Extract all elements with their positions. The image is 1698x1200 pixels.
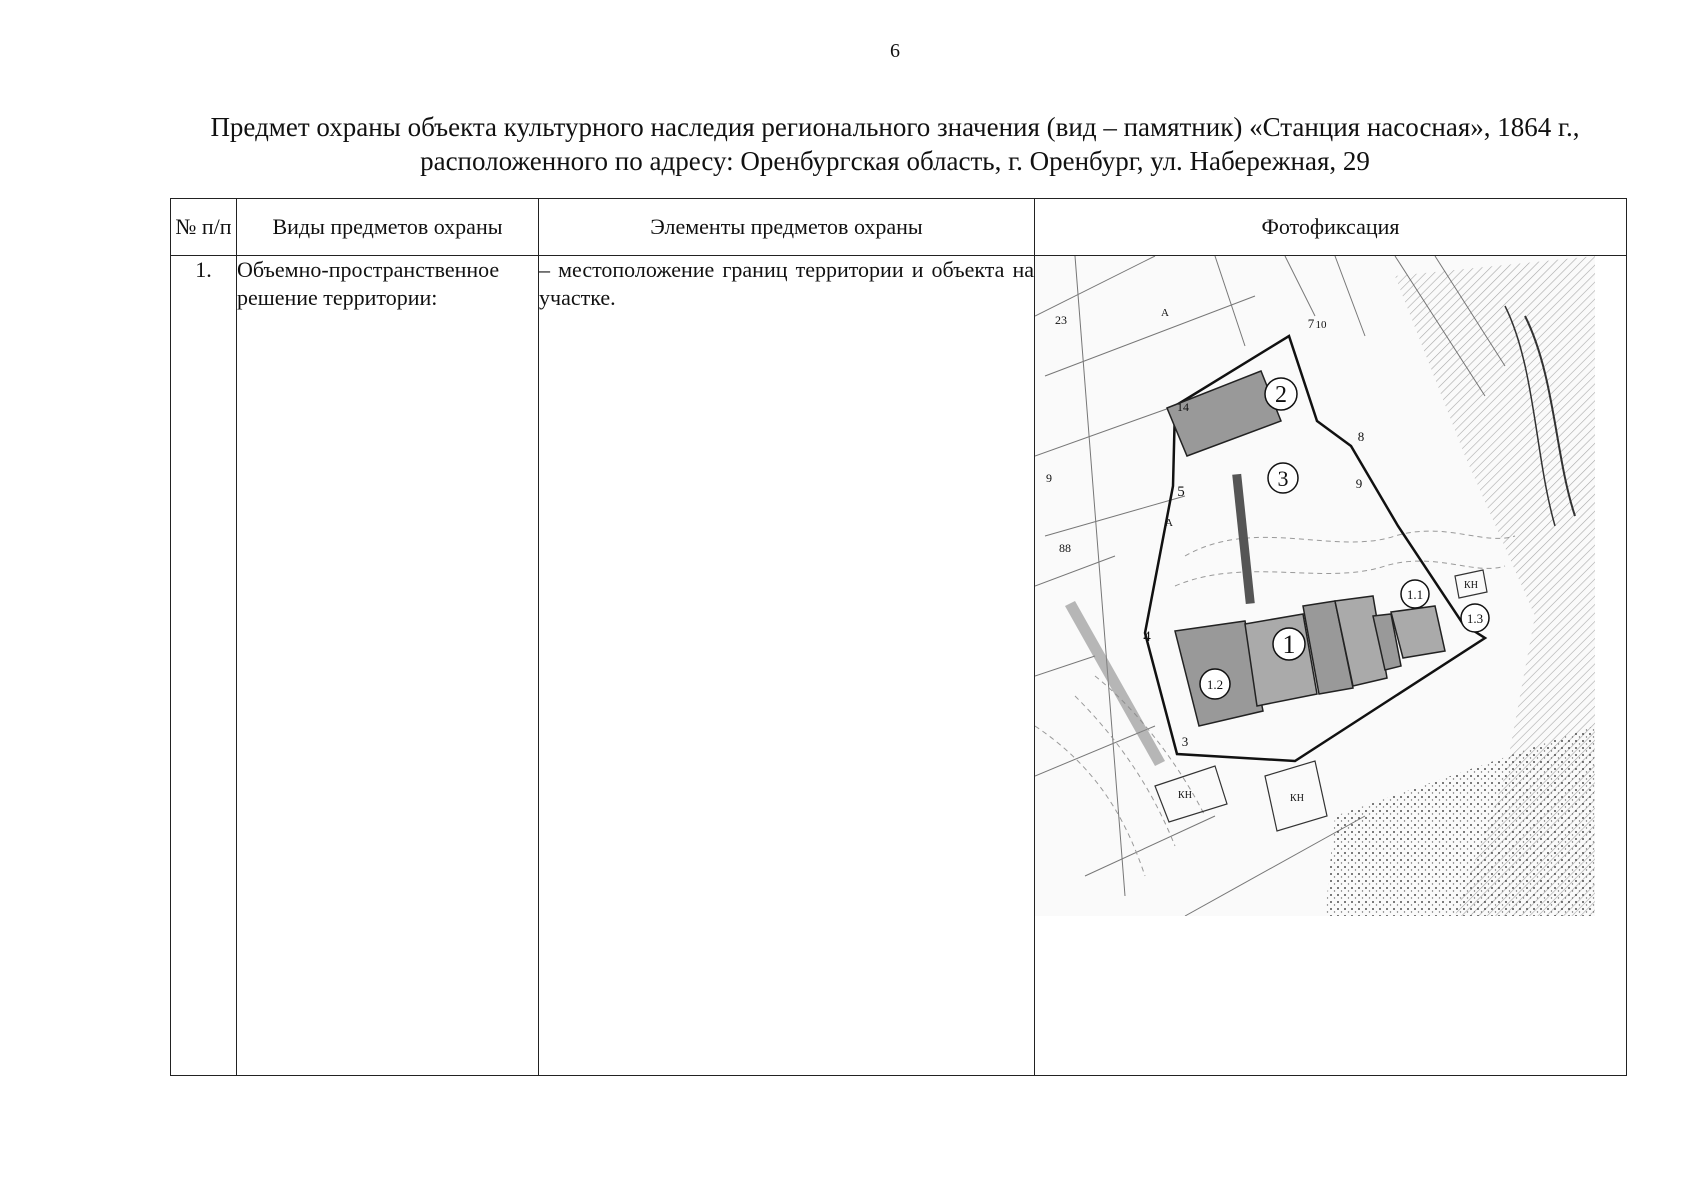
map-label-b2: 2 <box>1275 382 1287 408</box>
map-label-b11: 1.1 <box>1406 587 1424 602</box>
map-label-kn3: КН <box>1464 580 1478 591</box>
map-label-p10: 10 <box>1315 319 1327 331</box>
site-plan-map <box>1035 256 1595 916</box>
map-label-p14: 14 <box>1177 400 1189 414</box>
map-label-p4: 4 <box>1143 629 1151 645</box>
map-label-p23: 23 <box>1055 313 1067 327</box>
table-header-row <box>171 199 1627 256</box>
map-label-a1: А <box>1161 307 1169 319</box>
page-number: 6 <box>890 40 900 62</box>
protection-table <box>170 198 1627 1076</box>
header-kind: Виды предметов охраны <box>237 199 539 256</box>
map-label-p3: 3 <box>1181 734 1189 749</box>
table-row <box>171 256 1627 1076</box>
map-label-a2: А <box>1165 517 1173 529</box>
header-elements: Элементы предметов охраны <box>539 199 1035 256</box>
map-label-p5: 5 <box>1177 484 1185 500</box>
map-label-b1: 1 <box>1282 630 1296 659</box>
map-label-p88: 88 <box>1059 541 1071 555</box>
row-kind: Объемно-пространственное решение территории: <box>237 256 539 1076</box>
map-label-b12: 1.2 <box>1206 677 1224 692</box>
map-label-b3: 3 <box>1277 466 1289 491</box>
document-title: Предмет охраны объекта культурного наследия регионального значения (вид – памятник) «Станция насосная», 1864 г., расположенного по адресу: Оренбургская область, г. Оренбург, ул. Набережная, 29 <box>210 112 1580 176</box>
map-label-b13: 1.3 <box>1466 611 1484 626</box>
row-num: 1. <box>171 256 237 1076</box>
map-label-kn1: КН <box>1178 790 1192 801</box>
header-photo: Фотофиксация <box>1035 199 1627 256</box>
row-photo <box>1035 256 1627 1076</box>
map-label-p7: 7 <box>1307 316 1315 331</box>
map-label-kn2: КН <box>1290 793 1304 804</box>
map-label-p9b: 9 <box>1046 471 1052 485</box>
map-label-p9: 9 <box>1355 476 1363 491</box>
map-label-p8: 8 <box>1357 429 1365 444</box>
row-elements: – местоположение границ территории и объекта на участке. <box>539 256 1035 1076</box>
header-num: № п/п <box>171 199 237 256</box>
